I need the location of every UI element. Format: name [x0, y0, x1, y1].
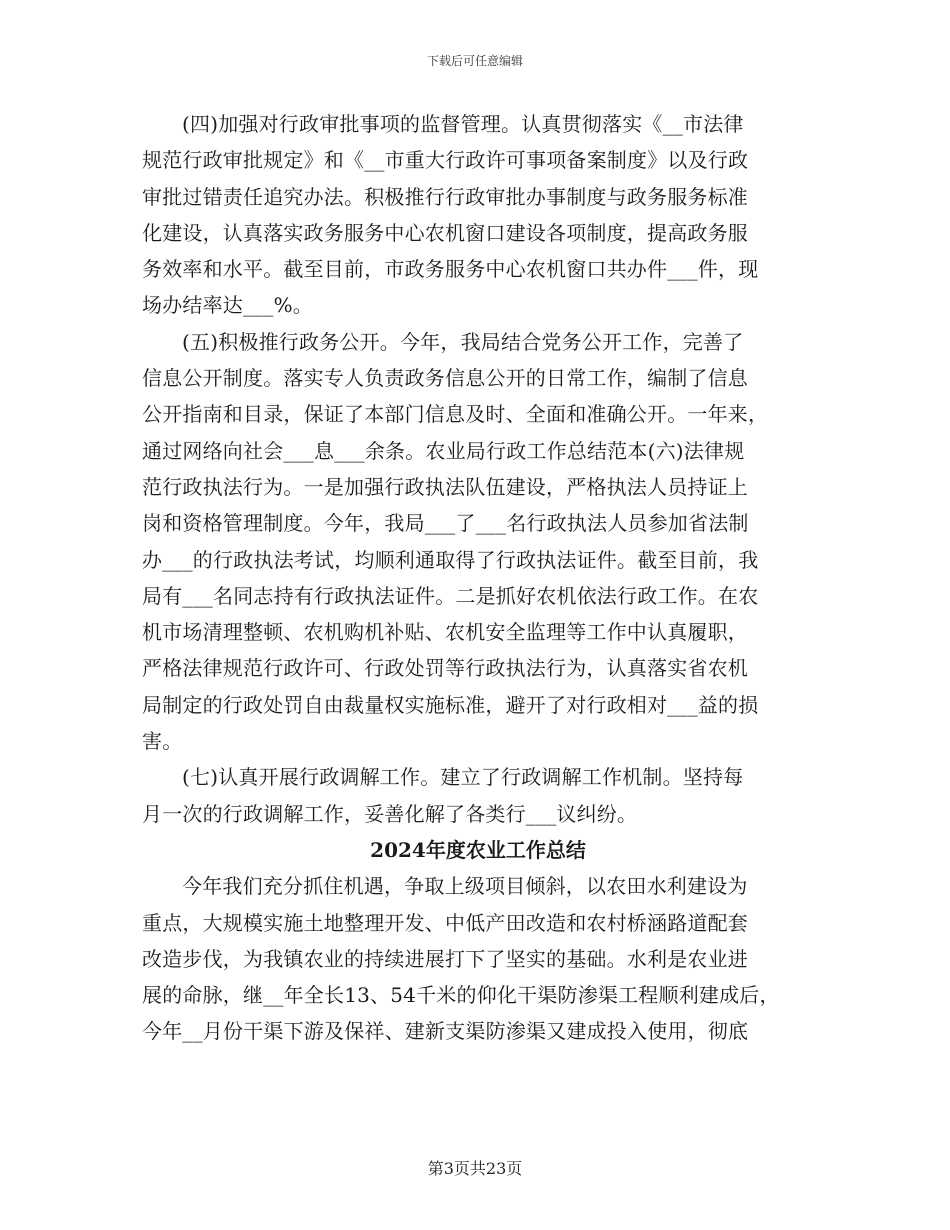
text-line: 化建设，认真落实政务服务中心农机窗口建设各项制度，提高政务服	[142, 220, 748, 245]
text-line: 害。	[142, 729, 183, 754]
text-line: 公开指南和目录，保证了本部门信息及时、全面和准确公开。一年来，	[142, 402, 769, 427]
text-line: 办___的行政执法考试，均顺利通取得了行政执法证件。截至目前，我	[142, 547, 759, 572]
text-line: 机市场清理整顿、农机购机补贴、农机安全监理等工作中认真履职，	[142, 620, 748, 645]
text-line: (七)认真开展行政调解工作。建立了行政调解工作机制。坚持每	[182, 765, 744, 790]
text-line: 局制定的行政处罚自由裁量权实施标准，避开了对行政相对___益的损	[142, 692, 759, 717]
page-header-note: 下载后可任意编辑	[426, 54, 523, 68]
text-line: (四)加强对行政审批事项的监督管理。认真贯彻落实《__市法律	[182, 112, 744, 136]
text-line: 场办结率达___%。	[142, 293, 314, 318]
text-line: 展的命脉，继__年全长13、54千米的仰化干渠防渗渠工程顺利建成后，	[142, 983, 780, 1008]
text-line: 范行政执法行为。一是加强行政执法队伍建设，严格执法人员持证上	[142, 474, 748, 499]
text-line: 审批过错责任追究办法。积极推行行政审批办事制度与政务服务标准	[142, 184, 748, 209]
text-line: 今年我们充分抓住机遇，争取上级项目倾斜，以农田水利建设为	[182, 874, 748, 899]
document-body	[142, 106, 814, 1050]
text-line: 通过网络向社会___息___余条。农业局行政工作总结范本(六)法律规	[142, 438, 745, 463]
text-line: 岗和资格管理制度。今年，我局___了___名行政执法人员参加省法制	[142, 511, 749, 536]
text-line: 规范行政审批规定》和《__市重大行政许可事项备案制度》以及行政	[142, 148, 749, 173]
text-line: 重点，大规模实施土地整理开发、中低产田改造和农村桥涵路道配套	[142, 910, 748, 935]
text-line: 严格法律规范行政许可、行政处罚等行政执法行为，认真落实省农机	[142, 656, 748, 681]
text-line: (五)积极推行政务公开。今年，我局结合党务公开工作，完善了	[182, 329, 744, 354]
section-title: 2024年度农业工作总结	[370, 837, 586, 862]
text-line: 局有___名同志持有行政执法证件。二是抓好农机依法行政工作。在农	[142, 583, 759, 608]
text-line: 务效率和水平。截至目前，市政务服务中心农机窗口共办件___件，现	[142, 257, 759, 282]
text-line: 月一次的行政调解工作，妥善化解了各类行___议纠纷。	[142, 801, 638, 826]
text-line: 改造步伐，为我镇农业的持续进展打下了坚实的基础。水利是农业进	[142, 946, 748, 971]
page-number-footer: 第3页共23页	[427, 1159, 523, 1178]
text-line: 今年__月份干渠下游及保祥、建新支渠防渗渠又建成投入使用，彻底	[142, 1019, 749, 1044]
text-line: 信息公开制度。落实专人负责政务信息公开的日常工作，编制了信息	[142, 366, 748, 391]
